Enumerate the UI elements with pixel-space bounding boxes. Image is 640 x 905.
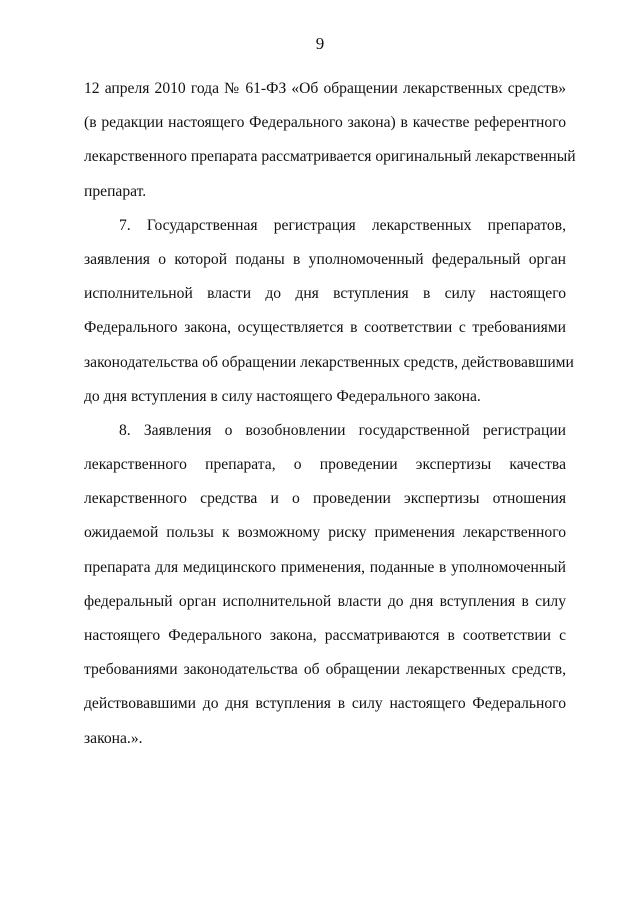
- paragraph-8: [84, 414, 566, 756]
- text-line: 12 апреля 2010 года № 61-ФЗ «Об обращении лекарственных средств»: [84, 80, 566, 97]
- text-line: исполнительной власти до дня вступления в силу настоящего: [84, 285, 566, 303]
- text-line: (в редакции настоящего Федерального закона) в качестве референтного: [84, 114, 566, 132]
- text-line: лекарственного препарата, о проведении экспертизы качества: [84, 456, 566, 474]
- text-line: 7. Государственная регистрация лекарственных препаратов,: [119, 216, 566, 234]
- text-line: до дня вступления в силу настоящего Федерального закона.: [84, 387, 481, 405]
- text-line: лекарственного препарата рассматривается оригинальный лекарственный: [84, 148, 576, 166]
- paragraph-continuation: [84, 72, 576, 209]
- text-line: лекарственного средства и о проведении экспертизы отношения: [84, 490, 566, 508]
- text-line: законодательства об обращении лекарственных средств, действовавшими: [84, 353, 574, 371]
- text-line: заявления о которой поданы в уполномоченный федеральный орган: [84, 250, 566, 268]
- text-line: препарата для медицинского применения, поданные в уполномоченный: [84, 558, 566, 576]
- text-line: настоящего Федерального закона, рассматриваются в соответствии с: [84, 627, 566, 644]
- text-line: 8. Заявления о возобновлении государственной регистрации: [119, 421, 566, 439]
- text-line: ожидаемой пользы к возможному риску применения лекарственного: [84, 524, 566, 542]
- text-line: федеральный орган исполнительной власти до дня вступления в силу: [84, 592, 566, 610]
- text-line: требованиями законодательства об обращении лекарственных средств,: [84, 661, 566, 679]
- page-number: 9: [315, 34, 325, 53]
- paragraph-7: [84, 209, 574, 414]
- text-line: закона.».: [84, 729, 143, 747]
- text-line: Федерального закона, осуществляется в соответствии с требованиями: [84, 319, 566, 337]
- text-line: действовавшими до дня вступления в силу настоящего Федерального: [84, 695, 566, 713]
- document-body: [84, 72, 576, 756]
- text-line: препарат.: [84, 182, 147, 200]
